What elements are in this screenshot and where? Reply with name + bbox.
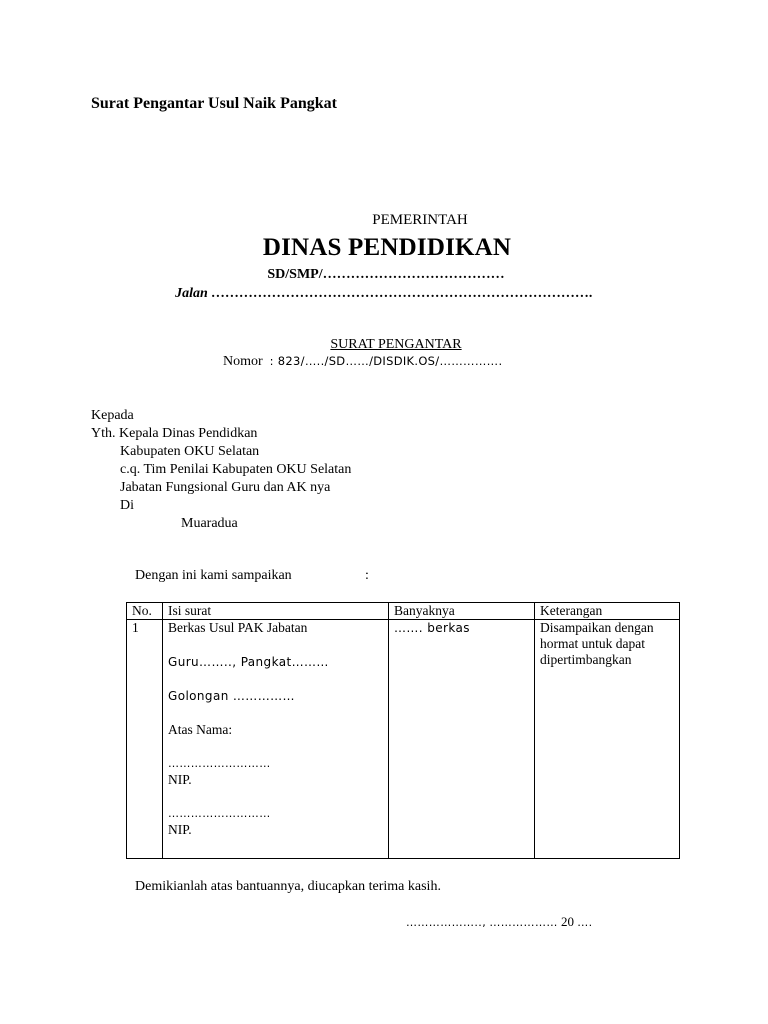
header-government: PEMERINTAH [372, 212, 468, 228]
isi-name-1: ……………………… [168, 757, 271, 770]
letter-number-value: : 823/…../SD……/DISDIK.OS/……………. [269, 354, 503, 368]
letter-number [223, 353, 502, 371]
recipient-di: Di [120, 498, 134, 513]
recipient-kepada: Kepada [91, 408, 134, 423]
row-no: 1 [127, 620, 163, 859]
header-isi: Isi surat [163, 603, 389, 620]
isi-atas-nama: Atas Nama: [168, 722, 233, 737]
date-line [406, 914, 593, 930]
closing-text: Demikianlah atas bantuannya, diucapkan terima kasih. [135, 879, 441, 894]
isi-name-2: ……………………… [168, 807, 271, 820]
isi-guru: Guru…….., Pangkat……… [168, 655, 329, 669]
recipient-jabatan: Jabatan Fungsional Guru dan AK nya [120, 480, 331, 495]
isi-nip-1: NIP. [168, 772, 192, 787]
letter-title: SURAT PENGANTAR [330, 337, 462, 352]
recipient-place: Muaradua [181, 516, 238, 531]
header-address: Jalan ………………………………………………………………………. [175, 286, 593, 301]
header-banyak: Banyaknya [389, 603, 535, 620]
recipient-block [91, 407, 351, 533]
recipient-cq: c.q. Tim Penilai Kabupaten OKU Selatan [120, 462, 352, 477]
banyak-value: ……. berkas [394, 621, 470, 635]
header-ket: Keterangan [535, 603, 680, 620]
document-title: Surat Pengantar Usul Naik Pangkat [91, 95, 337, 112]
row-banyak [389, 620, 535, 859]
intro-text: Dengan ini kami sampaikan [135, 568, 292, 583]
items-table [126, 602, 680, 859]
table-row [127, 620, 680, 859]
intro-colon: : [365, 568, 369, 583]
row-isi [163, 620, 389, 859]
header-school: SD/SMP/………………………………… [267, 267, 505, 282]
intro-line [135, 567, 369, 585]
date-year: 20 [561, 914, 574, 929]
recipient-yth: Yth. Kepala Dinas Pendidkan [91, 426, 258, 441]
header-agency: DINAS PENDIDIKAN [262, 234, 512, 261]
isi-title: Berkas Usul PAK Jabatan [168, 620, 308, 635]
date-day: ……………… [489, 916, 558, 929]
letter-number-label: Nomor [223, 354, 263, 369]
row-keterangan: Disampaikan dengan hormat untuk dapat dipertimbangkan [535, 620, 680, 859]
isi-golongan: Golongan …………… [168, 689, 295, 703]
isi-nip-2: NIP. [168, 822, 192, 837]
table-header-row [127, 603, 680, 620]
date-year-tail: …. [577, 916, 593, 929]
date-place: ……………….., [406, 916, 487, 929]
header-no: No. [127, 603, 163, 620]
recipient-kabupaten: Kabupaten OKU Selatan [120, 444, 260, 459]
